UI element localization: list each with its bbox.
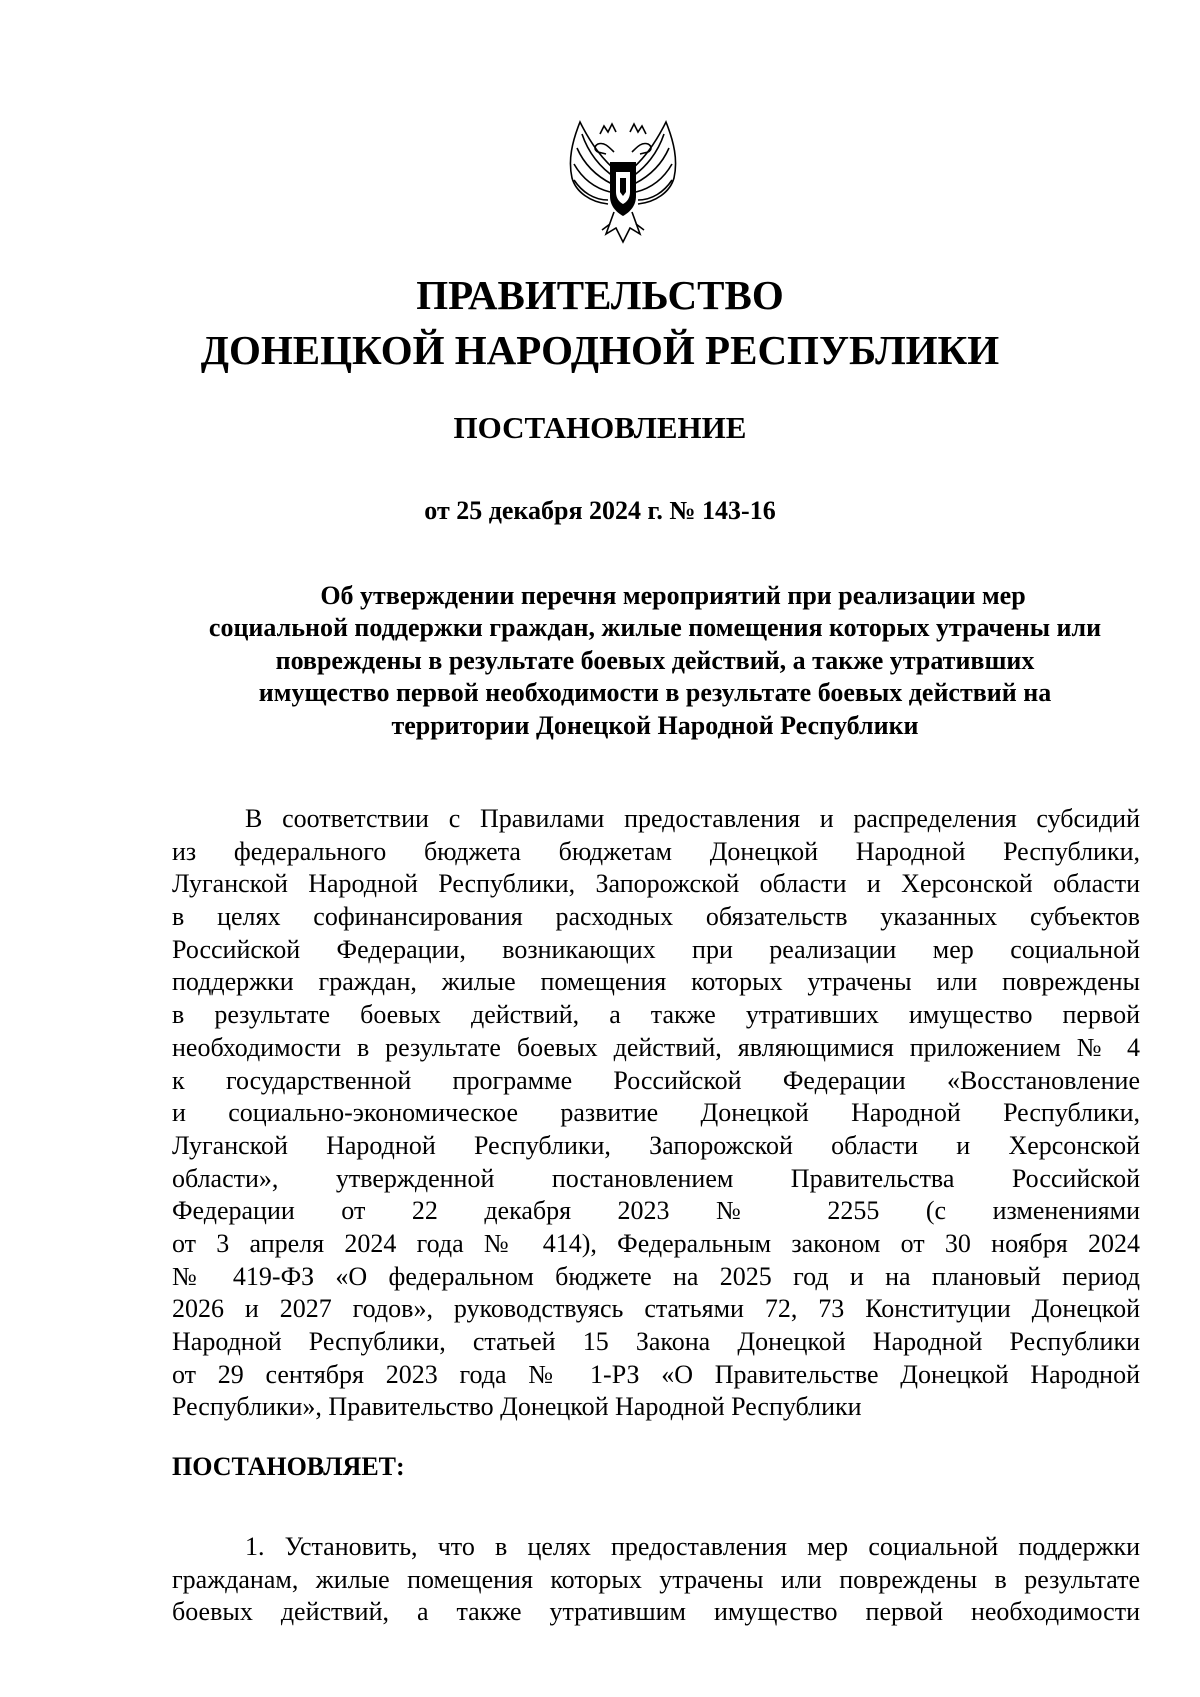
item-1-paragraph [172, 1531, 1140, 1629]
text-line: от 3 апреля 2024 года № 414), Федеральным законом от 30 ноября 2024 [172, 1228, 1140, 1258]
text-line: 1. Установить, что в целях предоставления мер социальной поддержки [245, 1532, 1140, 1561]
title-line: социальной поддержки граждан, жилые помещения которых утрачены или [208, 613, 1102, 643]
text-line: поддержки граждан, жилые помещения которых утрачены или повреждены [172, 967, 1140, 997]
text-line: области», утвержденной постановлением Правительства Российской [172, 1163, 1140, 1193]
title-line: имущество первой необходимости в результате боевых действий на [258, 678, 1052, 708]
text-line: боевых действий, а также утратившим имущество первой необходимости [172, 1597, 1140, 1627]
document-type: ПОСТАНОВЛЕНИЕ [453, 410, 747, 445]
title-line: Об утверждении перечня мероприятий при реализации мер [320, 581, 1026, 610]
document-date-number: от 25 декабря 2024 г. № 143-16 [424, 496, 776, 525]
text-line: в целях софинансирования расходных обязательств указанных субъектов [172, 902, 1140, 932]
text-line: в результате боевых действий, а также утративших имущество первой [172, 1000, 1140, 1030]
text-line: В соответствии с Правилами предоставления и распределения субсидий [245, 804, 1140, 833]
org-line-2: ДОНЕЦКОЙ НАРОДНОЙ РЕСПУБЛИКИ [200, 327, 1000, 373]
org-line-1: ПРАВИТЕЛЬСТВО [416, 272, 784, 318]
text-line: и социально-экономическое развитие Донецкой Народной Республики, [172, 1098, 1140, 1128]
text-line: Республики», Правительство Донецкой Народной Республики [172, 1392, 862, 1422]
text-line: к государственной программе Российской Федерации «Восстановление [172, 1065, 1140, 1095]
text-line: Народной Республики, статьей 15 Закона Донецкой Народной Республики [172, 1327, 1140, 1356]
text-line: 2026 и 2027 годов», руководствуясь статьями 72, 73 Конституции Донецкой [172, 1294, 1140, 1324]
text-line: Луганской Народной Республики, Запорожской области и Херсонской области [172, 869, 1140, 899]
text-line: необходимости в результате боевых действий, являющимися приложением № 4 [172, 1032, 1140, 1062]
text-line: № 419-ФЗ «О федеральном бюджете на 2025 год и на плановый период [172, 1261, 1140, 1291]
document-title [165, 580, 1145, 742]
title-line: повреждены в результате боевых действий, а также утративших [275, 645, 1035, 675]
title-line: территории Донецкой Народной Республики [391, 710, 919, 740]
decree-heading: ПОСТАНОВЛЯЕТ: [172, 1452, 405, 1481]
organization-name [0, 268, 1200, 378]
text-line: от 29 сентября 2023 года № 1-РЗ «О Правительстве Донецкой Народной [172, 1359, 1140, 1389]
text-line: Федерации от 22 декабря 2023 № 2255 (с изменениями [172, 1196, 1140, 1226]
text-line: Российской Федерации, возникающих при реализации мер социальной [172, 934, 1140, 964]
text-line: Луганской Народной Республики, Запорожской области и Херсонской [172, 1130, 1140, 1160]
coat-of-arms-emblem [550, 112, 696, 258]
text-line: из федерального бюджета бюджетам Донецкой Народной Республики, [172, 836, 1140, 866]
preamble-paragraph [172, 803, 1140, 1424]
text-line: гражданам, жилые помещения которых утрачены или повреждены в результате [172, 1564, 1140, 1594]
